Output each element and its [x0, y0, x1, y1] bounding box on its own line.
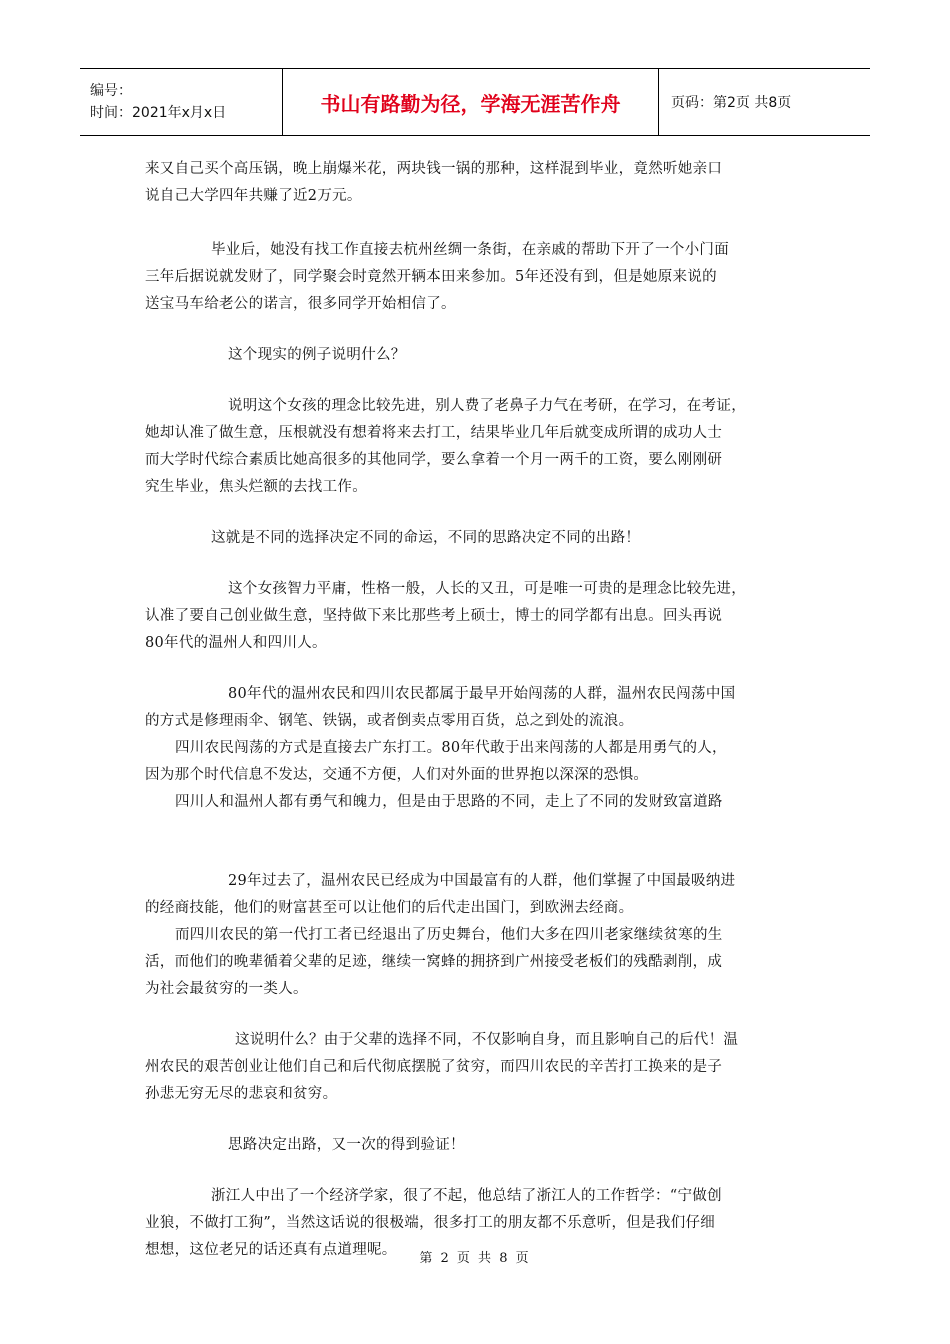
header-page-number: 页码：第2页 共8页 — [671, 95, 792, 111]
body-line: 的方式是修理雨伞、钢笔、铁锅，或者倒卖点零用百货，总之到处的流浪。 — [145, 713, 634, 729]
body-line: 80年代的温州农民和四川农民都属于最早开始闯荡的人群，温州农民闯荡中国 — [228, 686, 736, 702]
header-page-cell — [659, 69, 870, 135]
body-line: 她却认准了做生意，压根就没有想着将来去打工，结果毕业几年后就变成所谓的成功人士 — [145, 425, 723, 441]
body-line: 而四川农民的第一代打工者已经退出了历史舞台，他们大多在四川老家继续贫寒的生 — [175, 927, 723, 943]
body-line: 来又自己买个高压锅，晚上崩爆米花，两块钱一锅的那种，这样混到毕业，竟然听她亲口 — [145, 161, 723, 177]
body-line: 孙悲无穷无尽的悲哀和贫穷。 — [145, 1086, 338, 1102]
body-line: 说自己大学四年共赚了近2万元。 — [145, 188, 362, 204]
header-motto: 书山有路勤为径，学海无涯苦作舟 — [320, 91, 621, 116]
body-line: 因为那个时代信息不发达，交通不方便，人们对外面的世界抱以深深的恐惧。 — [145, 767, 649, 783]
body-line: 三年后据说就发财了，同学聚会时竟然开辆本田来参加。5年还没有到，但是她原来说的 — [145, 269, 717, 285]
body-line: 思路决定出路，又一次的得到验证！ — [228, 1137, 465, 1153]
body-line: 浙江人中出了一个经济学家，很了不起，他总结了浙江人的工作哲学：“宁做创 — [211, 1188, 722, 1204]
body-line: 29年过去了，温州农民已经成为中国最富有的人群，他们掌握了中国最吸纳进 — [228, 873, 736, 889]
document-date-label: 时间：2021年x月x日 — [90, 105, 227, 121]
body-line: 活，而他们的晚辈循着父辈的足迹，继续一窝蜂的拥挤到广州接受老板们的残酷剥削，成 — [145, 954, 723, 970]
document-number-label: 编号： — [90, 83, 132, 99]
body-line: 想想，这位老兄的话还真有点道理呢。 — [145, 1242, 397, 1258]
body-line: 这个现实的例子说明什么？ — [228, 347, 406, 363]
body-line: 四川人和温州人都有勇气和魄力，但是由于思路的不同，走上了不同的发财致富道路 — [175, 794, 723, 810]
body-line: 的经商技能，他们的财富甚至可以让他们的后代走出国门，到欧洲去经商。 — [145, 900, 634, 916]
body-line: 毕业后，她没有找工作直接去杭州丝绸一条街，在亲戚的帮助下开了一个小门面 — [211, 242, 729, 258]
body-line: 州农民的艰苦创业让他们自己和后代彻底摆脱了贫穷，而四川农民的辛苦打工换来的是子 — [145, 1059, 723, 1075]
body-line: 四川农民闯荡的方式是直接去广东打工。80年代敢于出来闯荡的人都是用勇气的人， — [175, 740, 727, 756]
header-meta — [80, 69, 283, 135]
body-line: 这就是不同的选择决定不同的命运，不同的思路决定不同的出路！ — [211, 530, 641, 546]
body-line: 80年代的温州人和四川人。 — [145, 635, 327, 651]
header-motto-cell — [283, 69, 659, 135]
body-line: 认准了要自己创业做生意，坚持做下来比那些考上硕士，博士的同学都有出息。回头再说 — [145, 608, 723, 624]
body-line: 说明这个女孩的理念比较先进，别人费了老鼻子力气在考研，在学习，在考证， — [228, 398, 746, 414]
body-line: 而大学时代综合素质比她高很多的其他同学，要么拿着一个月一两千的工资，要么刚刚研 — [145, 452, 723, 468]
body-line: 业狼，不做打工狗”，当然这话说的很极端，很多打工的朋友都不乐意听，但是我们仔细 — [145, 1215, 716, 1231]
body-line: 究生毕业，焦头烂额的去找工作。 — [145, 479, 367, 495]
body-line: 为社会最贫穷的一类人。 — [145, 981, 308, 997]
page-header — [80, 68, 870, 136]
body-line: 送宝马车给老公的诺言，很多同学开始相信了。 — [145, 296, 456, 312]
document-body — [145, 156, 810, 1264]
body-line: 这个女孩智力平庸，性格一般，人长的又丑，可是唯一可贵的是理念比较先进， — [228, 581, 746, 597]
body-line: 这说明什么？由于父辈的选择不同，不仅影响自身，而且影响自己的后代！温 — [235, 1032, 739, 1048]
page-footer: 第 2 页 共 8 页 — [419, 1251, 531, 1266]
